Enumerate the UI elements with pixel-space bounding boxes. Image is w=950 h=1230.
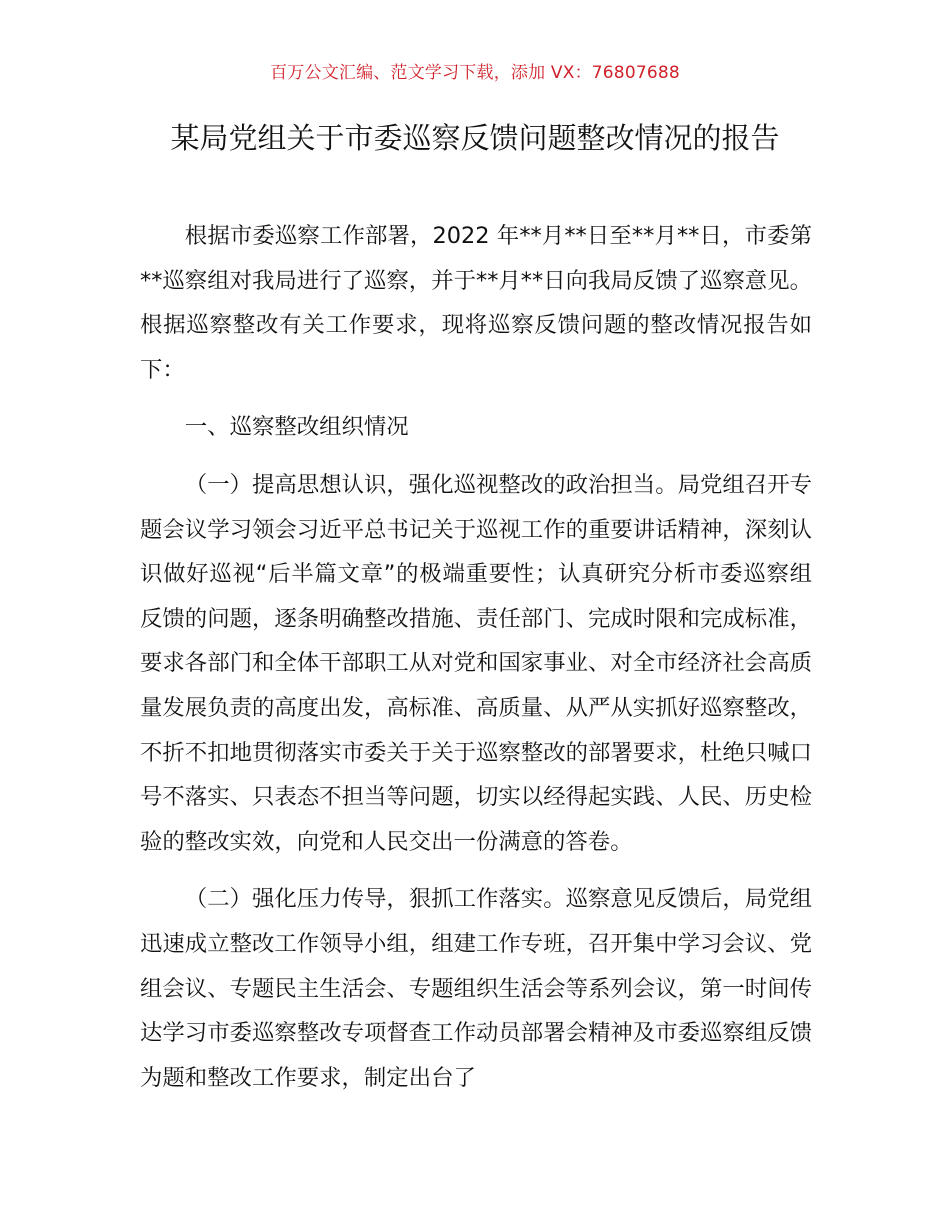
section-heading: 一、巡察整改组织情况 bbox=[184, 414, 409, 441]
document-body bbox=[140, 214, 812, 1113]
body-paragraph: （一）提高思想认识，强化巡视整改的政治担当。局党组召开专题会议学习领会习近平总书记关于巡视工作的重要讲话精神，深刻认识做好巡视“后半篇文章”的极端重要性；认真研究分析市委巡察组反馈的问题，逐条明确整改措施、责任部门、完成时限和完成标准，要求各部门和全体干部职工从对党和国家事业、对全市经济社会高质量发展负责的高度出发，高标准、高质量、从严从实抓好巡察整改，不折不扣地贯彻落实市委关于关于巡察整改的部署要求，杜绝只喊口号不落实、只表态不担当等问题，切实以经得起实践、人民、历史检验的整改实效，向党和人民交出一份满意的答卷。 bbox=[140, 471, 812, 855]
watermark-text: 百万公文汇编、范文学习下载，添加 VX：76807688 bbox=[270, 63, 680, 83]
body-paragraph: （二）强化压力传导，狠抓工作落实。巡察意见反馈后，局党组迅速成立整改工作领导小组，组建工作专班，召开集中学习会议、党组会议、专题民主生活会、专题组织生活会等系列会议，第一时间传达学习市委巡察整改专项督查工作动员部署会精神及市委巡察组反馈为题和整改工作要求，制定出台了 bbox=[140, 886, 812, 1091]
document-title: 某局党组关于市委巡察反馈问题整改情况的报告 bbox=[170, 121, 780, 155]
intro-paragraph: 根据市委巡察工作部署，2022 年**月**日至**月**日，市委第**巡察组对我局进行了巡察，并于**月**日向我局反馈了巡察意见。根据巡察整改有关工作要求，现将巡察反馈问题的整改情况报告如下： bbox=[140, 223, 812, 383]
